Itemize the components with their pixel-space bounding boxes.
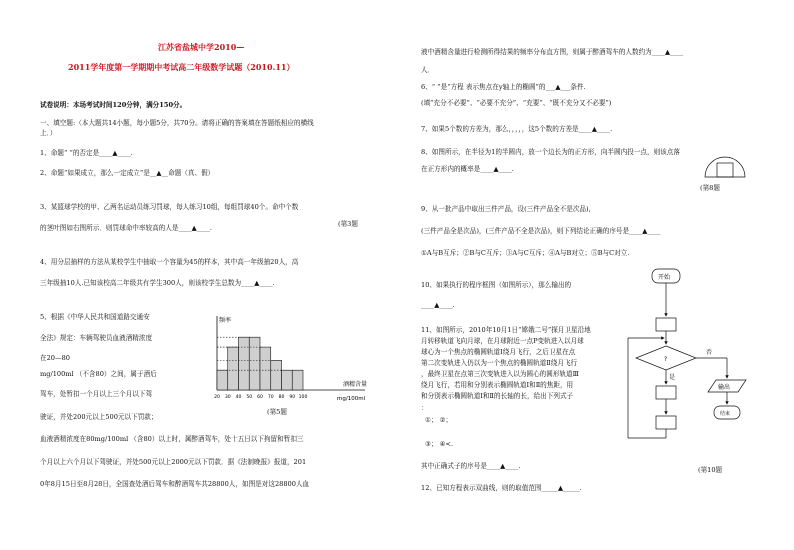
flowchart-init-box [656,318,676,331]
question-5-line-2: 全法》规定：车辆驾驶员血液酒精浓度 [40,334,153,342]
question-10-line-1: 10、如果执行的程序框图（如图所示），那么输出的 [421,281,572,289]
question-11-line-3: 球心为一个焦点的椭圆轨道Ⅰ绕月飞行，之后卫星在点 [421,348,576,356]
question-11-line-7: 和分别表示椭圆轨道Ⅰ和Ⅱ的长轴的长，给出下列式子 [421,392,574,400]
histogram-bar [292,370,303,390]
flowchart-yes-label: 是 [669,374,676,381]
title-line-1: 江苏省盐城中学2010— [158,42,245,52]
histogram-tick-label: 80 [278,395,285,400]
question-8-line-1: 8、如图所示，在半径为1的半圆内，放一个边长为的正方形，向半圆内投一点，则该点落 [421,148,680,156]
section1-line-1: 一、填空题:（本大题共14小题，每小题5分，共70分。请将正确的答案填在答题纸相应的横线 [40,119,314,127]
histogram-x-unit: mg/100ml [337,396,366,402]
flowchart-figure-10 [620,266,770,466]
question-5-continued-line-1: 液中酒精含量进行检测所得结果的频率分布直方图，则属于醉酒驾车的人数约为____▲____ [421,48,684,56]
title-line-2: 2011学年度第一学期期中考试高二年级数学试题（2010.11） [68,62,295,72]
section1-line-2: 上．） [40,129,57,137]
question-5-line-3: 在20—80 [40,354,70,362]
question-12: 12、已知方程表示双曲线，则的取值范围_____▲_____. [421,484,582,492]
figure-3-caption: (第3题 [338,220,358,228]
question-11-options-3-4: ③； ④<. [425,440,454,448]
figure-8-caption: (第8题 [700,184,720,192]
flowchart-start-label: 开始 [658,274,671,281]
flowchart-end-label: 结束 [720,411,731,417]
figure-10-caption: (第10题 [698,466,723,474]
question-9-line-1: 9、从一批产品中取出三件产品，设(三件产品全不是次品), [421,205,591,213]
histogram-tick-label: 70 [267,395,274,400]
histogram-tick-label: 90 [289,395,296,400]
question-6-line-1: 6、“ ”是“方程 表示焦点在y轴上的椭圆”的___▲___条件. [421,83,586,91]
question-10-line-2: ____▲____. [421,301,455,309]
question-5-line-8: 个月以上六个月以下驾驶证，并处500元以上2000元以下罚款．据《法制晚报》报道，201 [40,458,307,466]
histogram-bar [282,370,293,390]
question-5-line-5: 驾车，处暂扣一个月以上三个月以下驾 [40,390,153,398]
question-11-line-2: 月转移轨道飞向月球，在月球附近一点P变轨进入以月球 [421,337,584,345]
question-4-line-2: 三年级抽10人.已知该校高二年级共有学生300人，则该校学生总数为____▲____. [40,279,275,287]
flowchart-process-box-1 [656,386,676,399]
question-3-line-2: 的茎叶图如右图所示．则罚球命中率较高的人是____▲____. [40,224,213,232]
histogram-figure-5 [183,310,393,410]
question-11-options-1-2: ①； ②； [425,416,453,424]
histogram-bar [228,347,239,390]
question-5-continued-line-2: 人． [421,66,435,74]
question-6-line-2: (填“充分不必要”、“必要不充分”、“充要”、“既不充分又不必要”) [421,99,612,107]
question-1: 1、命题“ ”的否定是____▲____. [40,149,133,157]
question-11-line-1: 11、如图所示，2010年10月1日“嫦娥二号”探月卫星沿地 [421,326,591,334]
figure-5-caption: (第5题 [267,408,287,416]
histogram-bar [249,337,260,390]
histogram-tick-label: 50 [246,395,253,400]
question-11-answer: 其中正确式子的序号是____▲____. [421,462,521,470]
question-5-line-9: 0年8月15日至8月28日，全国查处酒后驾车和醉酒驾车共28800人，如图是对这28800人血 [40,480,310,488]
histogram-x-label: 酒精含量 [343,381,368,388]
question-11-line-4: 第二次变轨进入仍以为一个焦点的椭圆轨道Ⅱ绕月飞行 [421,359,578,367]
histogram-tick-label: 40 [235,395,242,400]
question-11-line-6: 绕月飞行，若用和分别表示椭圆轨道Ⅰ和Ⅱ的焦距，用 [421,381,574,389]
flowchart-decision-label: ? [664,356,668,363]
question-8-line-2: 在正方形内的概率是____▲____. [421,165,514,173]
histogram-tick-label: 100 [298,395,308,400]
flowchart-output-label: 输出 [718,384,731,391]
question-2: 2、命题“如果成立，那么一定成立”是__▲__命题（真、假） [40,169,215,177]
question-11-line-8: ： [421,404,428,412]
exam-note: 试卷说明：本场考试时间120分钟，满分150分。 [40,101,187,109]
histogram-tick-label: 20 [214,395,220,400]
question-5-line-6: 驶证，并处200元以上500元以下罚款； [40,413,158,421]
question-5-line-4: mg/100ml （不含80）之间，属于酒后 [40,370,157,378]
question-7: 7、如果5个数的方差为，那么，，，，，这5个数的方差是____▲____. [421,125,613,133]
question-11-line-5: ，最终卫星在点第三次变轨进入以为圆心的圆形轨道Ⅲ [421,370,580,378]
question-3-line-1: 3、某篮球学校的甲、乙两名运动员练习罚球，每人练习10组，每组罚球40个。命中个数 [40,203,299,211]
question-4-line-1: 4、用分层抽样的方法从某校学生中抽取一个容量为45的样本，其中高一年级抽20人，高 [40,258,299,266]
histogram-bar [217,370,228,390]
histogram-bar [271,360,282,390]
histogram-tick-label: 30 [224,395,231,400]
question-9-line-3: ①A与B互斥；②B与C互斥；③A与C互斥；④A与B对立；⑤B与C对立. [421,249,630,257]
flowchart-process-box-2 [656,416,676,429]
figure-8-semicircle [700,142,750,182]
histogram-bar [260,347,271,390]
question-9-line-2: (三件产品全是次品)，(三件产品不全是次品)，则下列结论正确的序号是____▲____ [421,227,661,235]
question-5-line-7: 血液酒精浓度在80mg/100ml （含80）以上时，属醉酒驾车，处十五日以下拘留和暂扣三 [40,435,304,443]
flowchart-no-label: 否 [706,349,713,356]
histogram-tick-label: 60 [257,395,263,400]
histogram-bar [239,337,250,390]
histogram-y-label: 频率 [219,317,232,324]
question-5-line-1: 5、根据《中华人民共和国道路交通安 [40,313,150,321]
